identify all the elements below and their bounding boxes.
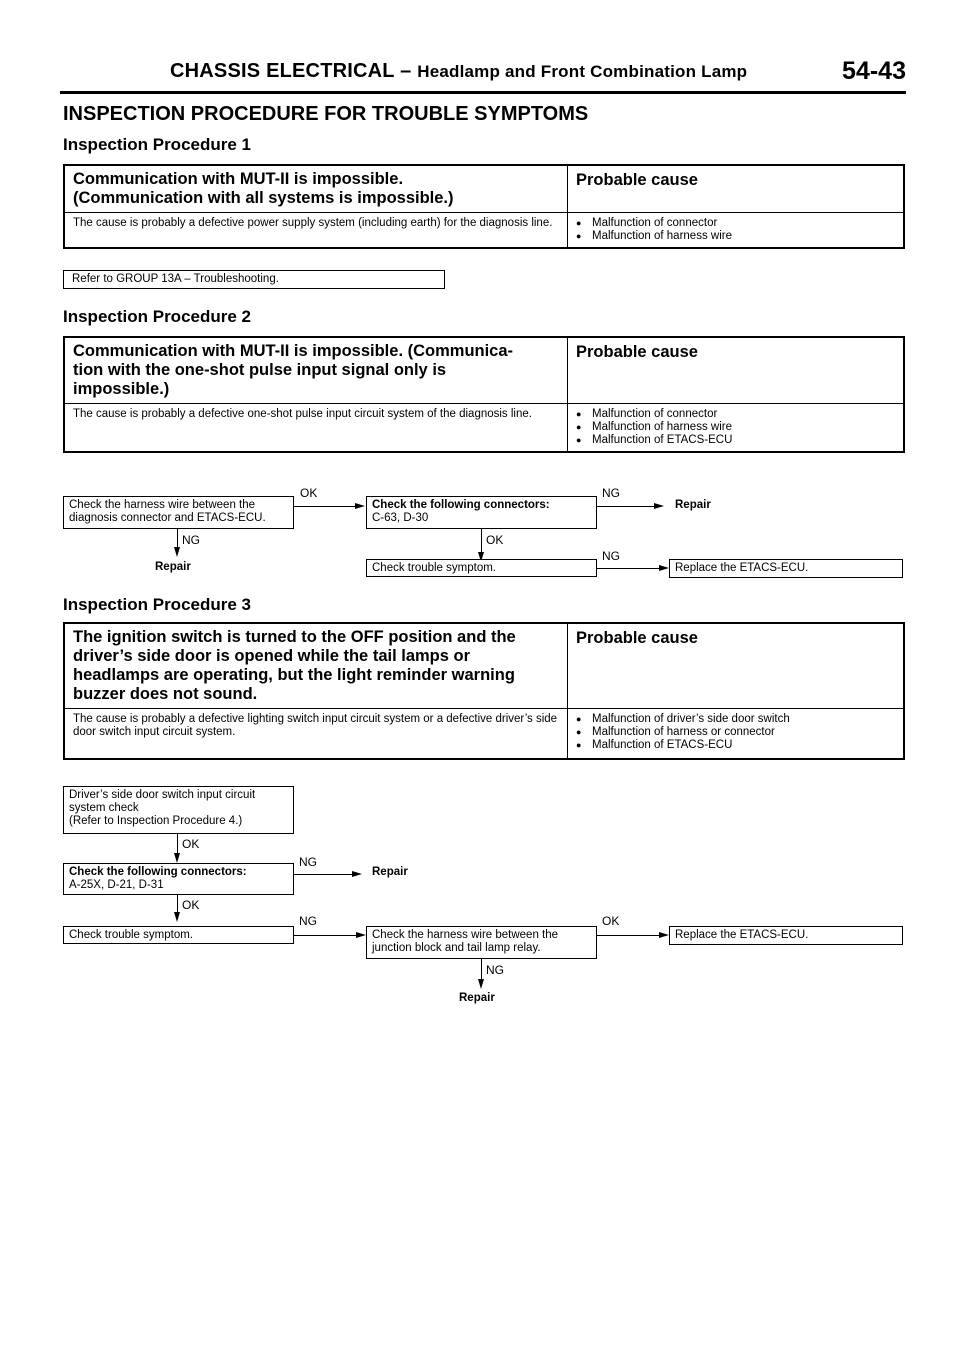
flow-label-ok: OK [486, 533, 504, 547]
flow2-repair-right: Repair [675, 499, 711, 511]
flow-label-ok: OK [182, 898, 200, 912]
symptom-line: Communication with MUT-II is impossible. (Communica- [73, 342, 514, 360]
cause-item: ● Malfunction of connector [576, 217, 718, 229]
reference-note: Refer to GROUP 13A – Troubleshooting. [63, 270, 445, 289]
flow2-check-harness-box [63, 496, 294, 529]
symptom-line: headlamps are operating, but the light reminder warning [73, 666, 515, 684]
procedure-1-title: Inspection Procedure 1 [63, 135, 251, 154]
procedure-1-description: The cause is probably a defective power supply system (including earth) for the diagnosis line. [64, 213, 568, 249]
flow3-repair-upper: Repair [372, 866, 408, 878]
arrow-right-icon [659, 932, 669, 938]
flow3-check-harness-box [366, 926, 597, 959]
procedure-1-symptom [64, 165, 568, 213]
box-line: Check the harness wire between the [372, 929, 559, 941]
box-line: junction block and tail lamp relay. [372, 942, 541, 954]
arrow-right-icon [355, 503, 365, 509]
header-dash: – [400, 60, 412, 82]
flow3-replace-box: Replace the ETACS-ECU. [669, 926, 903, 945]
symptom-line: Communication with MUT-II is impossible. [73, 170, 404, 188]
flow-label-ok: OK [182, 837, 200, 851]
cause-item: ● Malfunction of harness wire [576, 421, 732, 433]
procedure-2-table [63, 336, 905, 453]
box-line: Driver’s side door switch input circuit [69, 789, 256, 801]
procedure-2-causes [568, 404, 905, 453]
cause-item: ● Malfunction of connector [576, 408, 718, 420]
symptom-line: (Communication with all systems is impossible.) [73, 189, 454, 207]
flow3-repair-lower: Repair [459, 992, 495, 1004]
cause-item: ● Malfunction of ETACS-ECU [576, 739, 733, 751]
bullet-icon: ● [576, 218, 582, 228]
cause-item: ● Malfunction of driver’s side door switch [576, 713, 790, 725]
flow3-door-switch-box [63, 786, 294, 834]
flow-connector [177, 834, 178, 853]
flow3-check-trouble-box: Check trouble symptom. [63, 926, 294, 944]
header-rule [60, 91, 906, 94]
bullet-icon: ● [576, 714, 582, 724]
probable-cause-header: Probable cause [568, 165, 905, 213]
flow2-check-trouble-box: Check trouble symptom. [366, 559, 597, 577]
arrow-down-icon [174, 853, 180, 863]
symptom-line: The ignition switch is turned to the OFF position and the [73, 628, 516, 646]
bullet-icon: ● [576, 422, 582, 432]
flow-connector [597, 935, 659, 936]
flow-label-ng: NG [299, 855, 317, 869]
box-line: Check the following connectors: [69, 866, 247, 878]
procedure-3-table [63, 622, 905, 760]
flow-label-ng: NG [299, 914, 317, 928]
header-section: CHASSIS ELECTRICAL [170, 60, 395, 82]
box-line: C-63, D-30 [372, 512, 429, 524]
arrow-down-icon [478, 979, 484, 989]
header-topic: Headlamp and Front Combination Lamp [417, 62, 748, 81]
section-title: INSPECTION PROCEDURE FOR TROUBLE SYMPTOMS [63, 103, 589, 125]
bullet-icon: ● [576, 409, 582, 419]
flow2-replace-box: Replace the ETACS-ECU. [669, 559, 903, 578]
symptom-line: tion with the one-shot pulse input signal only is [73, 361, 447, 379]
procedure-3-title: Inspection Procedure 3 [63, 595, 251, 614]
flow-connector [294, 935, 356, 936]
flow-label-ng: NG [182, 533, 200, 547]
arrow-down-icon [174, 912, 180, 922]
box-line: Check the following connectors: [372, 499, 550, 511]
procedure-2-description: The cause is probably a defective one-shot pulse input circuit system of the diagnosis line. [64, 404, 568, 453]
procedure-2-title: Inspection Procedure 2 [63, 307, 251, 326]
bullet-icon: ● [576, 435, 582, 445]
flow-connector [597, 506, 654, 507]
procedure-3-description: The cause is probably a defective lighting switch input circuit system or a defective driver’s side door switch input circuit system. [64, 709, 568, 760]
bullet-icon: ● [576, 231, 582, 241]
procedure-3-symptom [64, 623, 568, 709]
flow-connector [481, 529, 482, 552]
procedure-2-symptom [64, 337, 568, 404]
flow-label-ok: OK [602, 914, 620, 928]
flow-label-ng: NG [602, 486, 620, 500]
bullet-icon: ● [576, 740, 582, 750]
flow3-check-connectors-box [63, 863, 294, 895]
page-number: 54-43 [842, 57, 906, 85]
probable-cause-header: Probable cause [568, 337, 905, 404]
flow-connector [597, 568, 659, 569]
procedure-3-causes [568, 709, 905, 760]
arrow-right-icon [659, 565, 669, 571]
flow-connector [294, 506, 355, 507]
arrow-right-icon [352, 871, 362, 877]
probable-cause-header: Probable cause [568, 623, 905, 709]
flow2-repair-left: Repair [155, 561, 191, 573]
box-line: Check the harness wire between the [69, 499, 256, 511]
page-header-title [170, 60, 747, 83]
box-line: diagnosis connector and ETACS-ECU. [69, 512, 266, 524]
box-line: system check [69, 802, 139, 814]
procedure-1-table [63, 164, 905, 249]
flow-connector [177, 529, 178, 547]
box-line: A-25X, D-21, D-31 [69, 879, 164, 891]
symptom-line: impossible.) [73, 380, 170, 398]
flow-label-ng: NG [602, 549, 620, 563]
flow-label-ng: NG [486, 963, 504, 977]
flow-connector [177, 895, 178, 912]
flow-connector [481, 959, 482, 979]
cause-item: ● Malfunction of ETACS-ECU [576, 434, 733, 446]
procedure-1-causes [568, 213, 905, 249]
symptom-line: driver’s side door is opened while the tail lamps or [73, 647, 471, 665]
symptom-line: buzzer does not sound. [73, 685, 258, 703]
arrow-right-icon [654, 503, 664, 509]
bullet-icon: ● [576, 727, 582, 737]
flow-connector [294, 874, 352, 875]
arrow-down-icon [174, 547, 180, 557]
box-line: (Refer to Inspection Procedure 4.) [69, 815, 243, 827]
flow2-check-connectors-box [366, 496, 597, 529]
cause-item: ● Malfunction of harness wire [576, 230, 732, 242]
flow-label-ok: OK [300, 486, 318, 500]
cause-item: ● Malfunction of harness or connector [576, 726, 775, 738]
arrow-right-icon [356, 932, 366, 938]
